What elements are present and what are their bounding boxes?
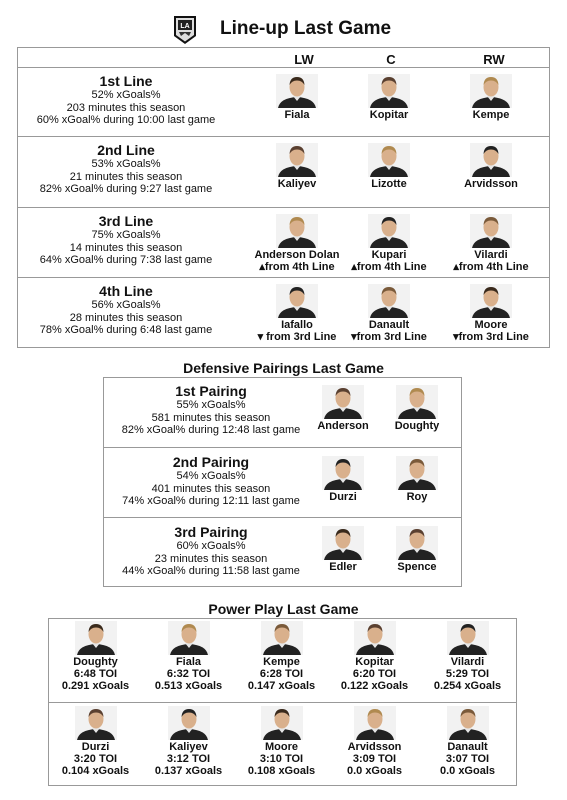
player-headshot — [276, 214, 318, 248]
player-name: Durzi — [81, 741, 110, 753]
line-move-note: ▴from 4th Line — [351, 261, 427, 273]
forward-line-row — [18, 67, 549, 136]
player-xgoals: 0.291 xGoals — [61, 680, 130, 692]
pairing-last-game: 44% xGoal% during 11:58 last game — [122, 565, 300, 577]
line-info — [18, 213, 234, 267]
player-name: Vilardi — [474, 249, 508, 261]
pairing-xgoals: 60% xGoals% — [176, 540, 246, 552]
page-title: Line-up Last Game — [220, 18, 392, 39]
player-name: Kaliyev — [277, 178, 317, 190]
column-header-lw: LW — [294, 52, 314, 67]
player-xgoals: 0.108 xGoals — [247, 765, 316, 777]
player-xgoals: 0.122 xGoals — [340, 680, 409, 692]
pairing-title: 3rd Pairing — [174, 524, 248, 540]
power-play-player — [142, 621, 235, 692]
time-on-ice: 6:48 TOI — [73, 668, 118, 680]
player-headshot — [322, 385, 364, 419]
power-play-section-title: Power Play Last Game — [208, 601, 359, 617]
line-minutes: 203 minutes this season — [66, 101, 186, 114]
player-headshot — [368, 74, 410, 108]
player-headshot — [396, 385, 438, 419]
pairing-title: 1st Pairing — [175, 383, 247, 399]
player-name: Moore — [474, 319, 508, 331]
forward-lines-table — [17, 47, 550, 348]
defense-pair-row — [104, 377, 461, 447]
player-headshot — [168, 706, 210, 740]
time-on-ice: 3:09 TOI — [352, 753, 397, 765]
player-headshot — [168, 621, 210, 655]
column-header-c: C — [386, 52, 396, 67]
player-card — [334, 143, 444, 190]
power-play-player — [421, 706, 514, 777]
line-info — [18, 283, 234, 337]
power-play-row — [49, 702, 516, 786]
player-name: Kupari — [371, 249, 407, 261]
player-headshot — [322, 526, 364, 560]
player-name: Danault — [447, 741, 488, 753]
line-title: 1st Line — [99, 73, 153, 89]
player-headshot — [322, 456, 364, 490]
player-headshot — [276, 284, 318, 318]
player-card — [374, 526, 460, 573]
defense-pair-row — [104, 447, 461, 517]
forward-line-row — [18, 136, 549, 205]
power-play-player — [235, 706, 328, 777]
pairing-minutes: 581 minutes this season — [151, 411, 271, 424]
player-xgoals: 0.254 xGoals — [433, 680, 502, 692]
player-card — [374, 456, 460, 503]
time-on-ice: 5:29 TOI — [445, 668, 490, 680]
pairing-info — [104, 524, 318, 578]
player-name: Moore — [265, 741, 298, 753]
power-play-player — [328, 706, 421, 777]
player-headshot — [396, 456, 438, 490]
line-move-note: ▾from 3rd Line — [351, 331, 427, 343]
pairing-xgoals: 55% xGoals% — [176, 399, 246, 411]
player-name: Anderson — [317, 420, 369, 432]
line-xgoals: 53% xGoals% — [91, 158, 161, 170]
player-headshot — [75, 621, 117, 655]
pairing-info — [104, 454, 318, 508]
column-header-rw: RW — [483, 52, 505, 67]
line-last-game: 64% xGoal% during 7:38 last game — [39, 254, 213, 266]
player-headshot — [447, 706, 489, 740]
player-headshot — [261, 706, 303, 740]
player-name: Doughty — [73, 656, 118, 668]
pairing-last-game: 82% xGoal% during 12:48 last game — [121, 424, 301, 436]
player-headshot — [368, 214, 410, 248]
player-card — [436, 214, 546, 273]
player-headshot — [470, 74, 512, 108]
forward-line-row — [18, 277, 549, 346]
player-name: Arvidsson — [464, 178, 518, 190]
player-name: Kopitar — [369, 109, 409, 121]
player-name: Arvidsson — [347, 741, 402, 753]
player-xgoals: 0.137 xGoals — [154, 765, 223, 777]
defense-pair-row — [104, 517, 461, 587]
power-play-player — [49, 621, 142, 692]
pairing-xgoals: 54% xGoals% — [176, 470, 246, 482]
line-title: 3rd Line — [98, 213, 154, 229]
line-last-game: 82% xGoal% during 9:27 last game — [39, 183, 213, 195]
player-name: Lizotte — [371, 178, 407, 190]
player-name: Iafallo — [281, 319, 313, 331]
player-name: Fiala — [175, 656, 202, 668]
power-play-player — [235, 621, 328, 692]
line-move-note: ▾from 3rd Line — [453, 331, 529, 343]
player-name: Kempe — [472, 109, 510, 121]
player-headshot — [276, 74, 318, 108]
line-xgoals: 52% xGoals% — [91, 89, 161, 101]
player-card — [334, 74, 444, 121]
player-headshot — [470, 284, 512, 318]
power-play-row — [49, 618, 516, 702]
player-name: Kempe — [263, 656, 300, 668]
line-move-note: ▴from 4th Line — [453, 261, 529, 273]
line-move-note: ▴from 4th Line — [259, 261, 335, 273]
line-title: 4th Line — [99, 283, 153, 299]
pairing-info — [104, 383, 318, 437]
player-name: Durzi — [329, 491, 357, 503]
line-info — [18, 142, 234, 196]
line-minutes: 21 minutes this season — [69, 170, 183, 183]
player-card — [374, 385, 460, 432]
player-xgoals: 0.0 xGoals — [346, 765, 403, 777]
player-name: Roy — [406, 491, 428, 503]
forward-line-row — [18, 207, 549, 276]
player-name: Kaliyev — [169, 741, 208, 753]
time-on-ice: 6:20 TOI — [352, 668, 397, 680]
player-headshot — [261, 621, 303, 655]
time-on-ice: 3:07 TOI — [445, 753, 490, 765]
line-xgoals: 75% xGoals% — [91, 229, 161, 241]
power-play-table — [48, 618, 517, 786]
defense-pairs-table — [103, 377, 462, 587]
player-card — [436, 74, 546, 121]
pairing-minutes: 23 minutes this season — [154, 552, 268, 565]
time-on-ice: 6:28 TOI — [259, 668, 304, 680]
line-minutes: 28 minutes this season — [69, 311, 183, 324]
player-name: Anderson Dolan — [254, 249, 340, 261]
player-headshot — [396, 526, 438, 560]
player-headshot — [470, 214, 512, 248]
defense-section-title: Defensive Pairings Last Game — [183, 360, 384, 376]
time-on-ice: 6:32 TOI — [166, 668, 211, 680]
line-move-note: ▾ from 3rd Line — [257, 331, 337, 343]
player-card — [436, 143, 546, 190]
player-headshot — [470, 143, 512, 177]
player-xgoals: 0.0 xGoals — [439, 765, 496, 777]
power-play-player — [421, 621, 514, 692]
player-headshot — [354, 706, 396, 740]
line-title: 2nd Line — [97, 142, 155, 158]
pairing-minutes: 401 minutes this season — [151, 482, 271, 495]
player-name: Danault — [368, 319, 410, 331]
line-last-game: 78% xGoal% during 6:48 last game — [39, 324, 213, 336]
player-card — [436, 284, 546, 343]
player-name: Vilardi — [450, 656, 485, 668]
team-logo — [172, 14, 198, 46]
line-last-game: 60% xGoal% during 10:00 last game — [36, 114, 216, 126]
player-xgoals: 0.104 xGoals — [61, 765, 130, 777]
line-minutes: 14 minutes this season — [69, 241, 183, 254]
time-on-ice: 3:12 TOI — [166, 753, 211, 765]
line-xgoals: 56% xGoals% — [91, 299, 161, 311]
player-headshot — [276, 143, 318, 177]
player-xgoals: 0.147 xGoals — [247, 680, 316, 692]
pairing-title: 2nd Pairing — [172, 454, 250, 470]
player-xgoals: 0.513 xGoals — [154, 680, 223, 692]
player-name: Doughty — [394, 420, 440, 432]
player-headshot — [354, 621, 396, 655]
player-name: Spence — [397, 561, 437, 573]
line-info — [18, 73, 234, 127]
player-name: Fiala — [284, 109, 310, 121]
svg-text:LA: LA — [180, 23, 190, 30]
time-on-ice: 3:20 TOI — [73, 753, 118, 765]
player-headshot — [368, 143, 410, 177]
player-name: Kopitar — [355, 656, 394, 668]
player-card — [334, 284, 444, 343]
time-on-ice: 3:10 TOI — [259, 753, 304, 765]
player-headshot — [368, 284, 410, 318]
power-play-player — [328, 621, 421, 692]
power-play-player — [49, 706, 142, 777]
player-card — [334, 214, 444, 273]
player-headshot — [75, 706, 117, 740]
player-headshot — [447, 621, 489, 655]
header — [0, 12, 567, 48]
player-name: Edler — [329, 561, 357, 573]
pairing-last-game: 74% xGoal% during 12:11 last game — [122, 495, 300, 507]
power-play-player — [142, 706, 235, 777]
